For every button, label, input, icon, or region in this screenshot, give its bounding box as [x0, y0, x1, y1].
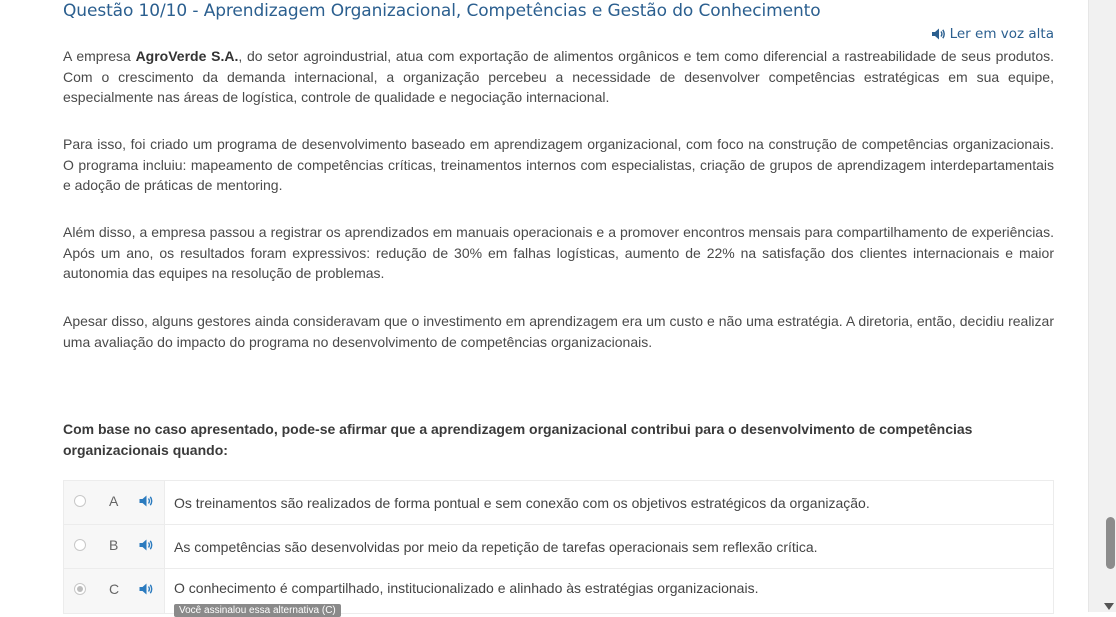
option-controls [64, 481, 165, 524]
option-a-radio[interactable] [74, 495, 86, 507]
option-b[interactable] [63, 525, 1054, 569]
case-paragraph-3: Além disso, a empresa passou a registrar os aprendizados em manuais operacionais e a promover encontros mensais para compartilhamento de experiências. Após um ano, os resultados foram expressivos: redução de 30% em falhas logísticas, aumento de 22% na satisfação dos clientes internacionais e maior autonomia das equipes na resolução de problemas. [63, 224, 1054, 281]
vertical-scrollbar[interactable] [1088, 0, 1116, 612]
option-text: O conhecimento é compartilhado, institucionalizado e alinhado às estratégias organizacionais. [174, 580, 759, 596]
option-letter: B [109, 537, 119, 553]
option-text: As competências são desenvolvidas por meio da repetição de tarefas operacionais sem reflexão crítica. [174, 538, 818, 555]
case-paragraph-1 [63, 46, 1054, 108]
case-paragraph-4: Apesar disso, alguns gestores ainda consideravam que o investimento em aprendizagem era um custo e não uma estratégia. A diretoria, então, decidiu realizar uma avaliação do impacto do programa no desenvolvimento de competências organizacionais. [63, 313, 1054, 350]
option-c[interactable] [63, 569, 1054, 614]
speaker-icon[interactable] [139, 582, 154, 600]
option-controls [64, 569, 165, 613]
option-controls [64, 525, 165, 568]
option-letter: C [109, 581, 120, 597]
case-paragraph-2: Para isso, foi criado um programa de desenvolvimento baseado em aprendizagem organizacional, com foco na construção de competências organizacionais. O programa incluiu: mapeamento de competências críticas, treinamentos internos com especialistas, criação de grupos de aprendizagem interdepartamentais e adoção de práticas de mentoring. [63, 136, 1054, 193]
option-text: Os treinamentos são realizados de forma pontual e sem conexão com os objetivos estratégicos da organização. [174, 494, 870, 511]
case-text: , do setor agroindustrial, atua com exportação de alimentos orgânicos e tem como diferencial a rastreabilidade de seus produtos. Com o crescimento da demanda internacional, a organização percebeu a necessidade de desenvolver competências estratégicas em sua equipe, especialmente nas áreas de logística, controle de qualidade e negociação internacional. [63, 48, 1054, 105]
answer-options [63, 480, 1054, 614]
option-b-radio[interactable] [74, 539, 86, 551]
option-c-radio[interactable] [74, 583, 86, 595]
scrollbar-thumb[interactable] [1106, 517, 1115, 569]
company-name: AgroVerde S.A. [135, 48, 239, 64]
read-aloud-button[interactable] [932, 26, 1054, 42]
option-a[interactable] [63, 480, 1054, 525]
speaker-icon[interactable] [139, 494, 154, 512]
option-letter: A [109, 493, 119, 509]
selected-answer-badge: Você assinalou essa alternativa (C) [174, 604, 341, 617]
scroll-down-arrow-icon[interactable] [1104, 603, 1114, 610]
question-title: Questão 10/10 - Aprendizagem Organizacional, Competências e Gestão do Conhecimento [63, 1, 821, 21]
case-text: A empresa [63, 48, 136, 64]
speaker-icon[interactable] [139, 538, 154, 556]
question-stem: Com base no caso apresentado, pode-se afirmar que a aprendizagem organizacional contribui para o desenvolvimento de competências organizacionais quando: [63, 421, 973, 458]
read-aloud-label: Ler em voz alta [949, 26, 1054, 42]
speaker-icon [932, 28, 946, 40]
